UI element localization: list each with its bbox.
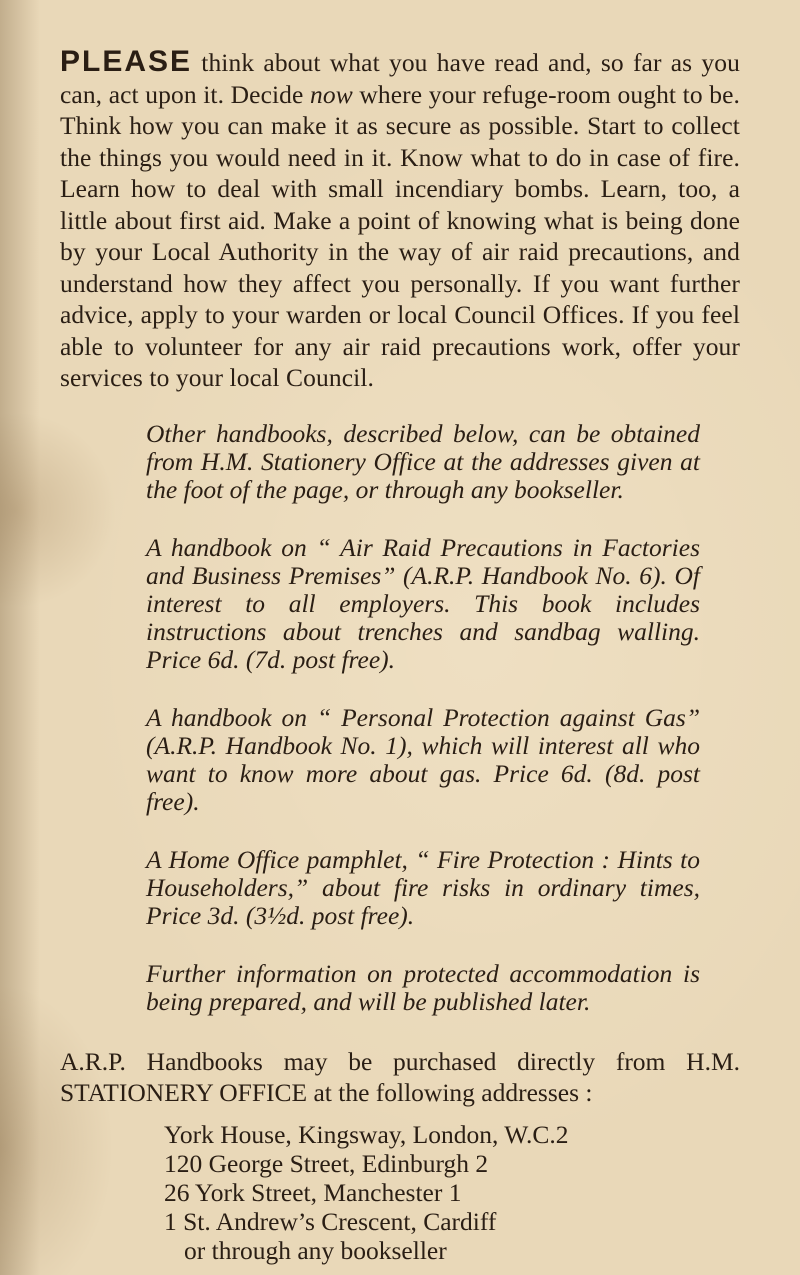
address-list [164, 1120, 740, 1265]
intro-paragraph [60, 46, 740, 394]
pamphlet-fire-protection: A Home Office pamphlet, “ Fire Protection : Hints to Householders,” about fire risks in ordinary times, Price 3d. (3½d. post free). [146, 844, 700, 930]
handbook-factories: A handbook on “ Air Raid Precautions in Factories and Business Premises” (A.R.P. Handbook No. 6). Of interest to all employers. This book includes instructions about trenches and sandbag walling. Price 6d. (7d. post free). [146, 532, 700, 674]
lead-word: PLEASE [60, 45, 193, 78]
intro-emphasis: now [310, 79, 353, 109]
handbooks-intro: Other handbooks, described below, can be obtained from H.M. Stationery Office at the addresses given at the foot of the page, or through any bookseller. [146, 418, 700, 504]
handbook-gas: A handbook on “ Personal Protection against Gas” (A.R.P. Handbook No. 1), which will interest all who want to know more about gas. Price 6d. (8d. post free). [146, 702, 700, 816]
address-manchester: 26 York Street, Manchester 1 [164, 1177, 462, 1207]
address-london: York House, Kingsway, London, W.C.2 [164, 1119, 569, 1149]
intro-text-continued: where your refuge-room ought to be. Think how you can make it as secure as possible. Start to collect the things you would need in it. Know what to do in case of fire. Learn how to deal with small incendiary bombs. Learn, too, a little about first aid. Make a point of knowing what is being done by your Local Authority in the way of air raid precautions, and understand how they affect you personally. If you want further advice, apply to your warden or local Council Offices. If you feel able to volunteer for any air raid precautions work, offer your services to your local Council. [60, 79, 740, 392]
purchase-note: A.R.P. Handbooks may be purchased directly from H.M. STATIONERY OFFICE at the following addresses : [60, 1046, 740, 1107]
address-cardiff: 1 St. Andrew’s Crescent, Cardiff [164, 1206, 497, 1236]
further-information: Further information on protected accommodation is being prepared, and will be published later. [146, 958, 700, 1016]
bookseller-note: or through any bookseller [184, 1235, 447, 1265]
handbooks-section [146, 420, 700, 1016]
address-edinburgh: 120 George Street, Edinburgh 2 [164, 1148, 489, 1178]
intro-text: think about what you have read and, so far as you can, act upon it. Decide [60, 48, 740, 109]
